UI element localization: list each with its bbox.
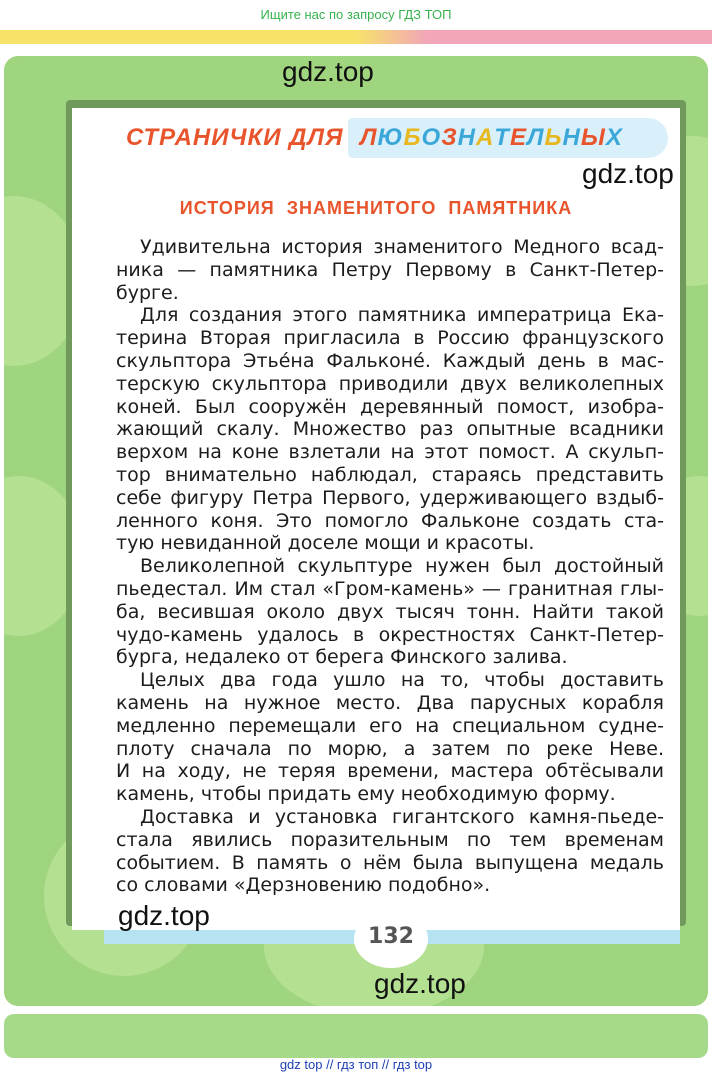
- watermark: gdz.top: [582, 158, 674, 189]
- text-line: ника — памятника Петру Первому в Санкт-Петер-: [116, 258, 664, 281]
- header-letter: Л: [360, 124, 378, 151]
- text-line: Удивительна история знаменитого Медного всад-: [140, 236, 664, 258]
- text-line: бурге.: [116, 281, 179, 304]
- text-line: терина Вторая пригласила в Россию французского: [116, 327, 664, 350]
- header-letter: Ы: [580, 124, 606, 151]
- text-line: терскую скульптора приводили двух великолепных: [116, 372, 664, 395]
- header-left-text: СТРАНИЧКИ ДЛЯ: [126, 124, 344, 151]
- header-letter: Ю: [377, 124, 404, 151]
- text-line: плоту сначала по морю, а затем по реке Неве.: [116, 737, 664, 760]
- page-number: 132: [368, 924, 414, 949]
- text-line: жающий скалу. Множество раз опытные всадники: [116, 418, 664, 441]
- bottom-decor-strip: [4, 1014, 708, 1058]
- text-line: себе фигуру Петра Первого, удерживающего вздыб-: [116, 486, 664, 509]
- article-body: [116, 236, 664, 897]
- top-decor-strip: [0, 30, 712, 44]
- watermark: gdz.top: [118, 900, 210, 931]
- watermark: gdz.top: [374, 968, 466, 999]
- text-line: ленного коня. Это помогло Фальконе создать ста-: [116, 509, 664, 532]
- top-banner: Ищите нас по запросу ГДЗ ТОП: [260, 7, 452, 22]
- header-letter: Е: [509, 124, 527, 151]
- text-line: Целых два года ушло на то, чтобы доставить: [140, 669, 664, 692]
- footer-links: gdz top // гдз топ // гдз top: [279, 1057, 433, 1072]
- header-letter: О: [421, 124, 442, 151]
- text-line: Доставка и установка гигантского камня-пьеде-: [140, 805, 664, 828]
- page-title: ИСТОРИЯ ЗНАМЕНИТОГО ПАМЯТНИКА: [179, 198, 573, 218]
- header-letter: Н: [457, 124, 476, 151]
- text-line: медленно перемещали его на специальном судне-: [116, 714, 664, 737]
- text-line: тор внимательно наблюдал, стараясь представить: [116, 463, 664, 486]
- text-line: камень на нужное место. Два парусных корабля: [116, 691, 664, 714]
- text-line: со словами «Дерзновению подобно».: [116, 874, 491, 897]
- header-right-text: [360, 124, 623, 152]
- header-letter: Ь: [544, 124, 563, 151]
- text-line: чудо-камень удалось в окрестностях Санкт-Петер-: [116, 623, 664, 646]
- text-line: скульптора Этье́на Фальконе́. Каждый день в мас-: [116, 349, 664, 372]
- header-letter: Н: [562, 124, 581, 151]
- text-line: Великолепной скульптуре нужен был достойный: [140, 555, 664, 578]
- header-letter: Л: [526, 124, 545, 151]
- text-line: бурга, недалеко от берега Финского залива.: [116, 646, 568, 669]
- text-line: пьедестал. Им стал «Гром-камень» — гранитная глы-: [116, 577, 664, 600]
- header-letter: Б: [403, 124, 422, 151]
- text-line: коней. Был сооружён деревянный помост, изобра-: [116, 395, 664, 418]
- header-letter: З: [441, 124, 458, 151]
- header-letter: А: [475, 124, 495, 151]
- text-line: Для создания этого памятника императрица Ека-: [140, 304, 664, 327]
- text-line: тую невиданной доселе мощи и красоты.: [116, 532, 535, 555]
- text-line: ба, весившая около двух тысяч тонн. Найти такой: [116, 600, 664, 623]
- text-line: верхом на коне взлетали на этот помост. А скульп-: [116, 441, 664, 464]
- text-line: стала явились поразительным по тем временам: [116, 828, 664, 851]
- text-line: событием. В память о нём была выпущена медаль: [116, 851, 664, 874]
- header-letter: Х: [605, 124, 623, 151]
- header-letter: Т: [494, 124, 510, 151]
- text-line: камень, чтобы придать ему необходимую форму.: [116, 783, 616, 806]
- text-line: И на ходу, не теряя времени, мастера обтёсывали: [116, 760, 664, 783]
- watermark: gdz.top: [282, 56, 374, 87]
